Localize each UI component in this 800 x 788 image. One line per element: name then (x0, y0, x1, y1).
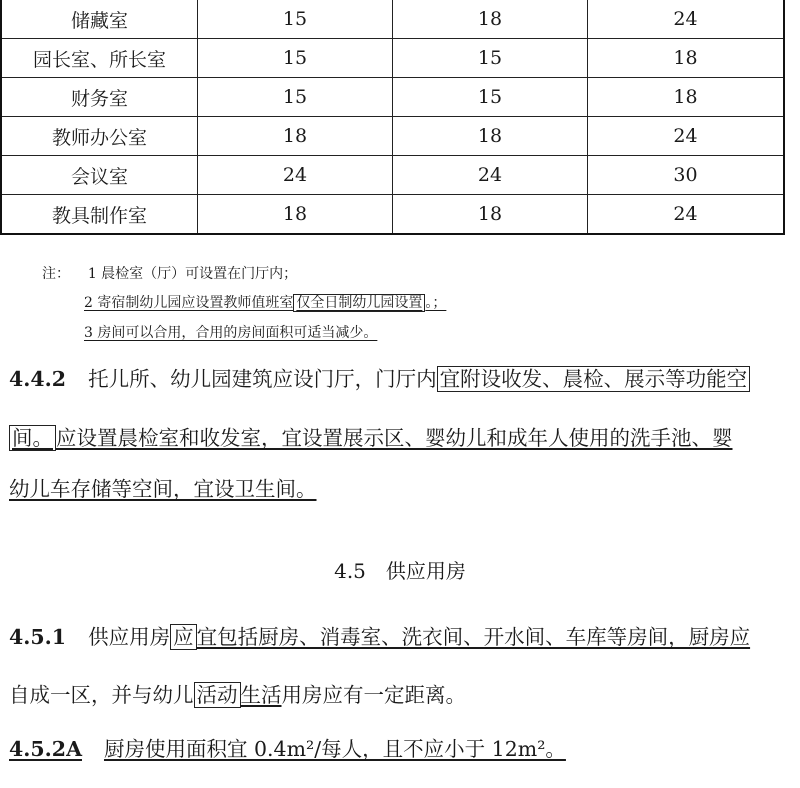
area-value-cell: 18 (588, 78, 785, 117)
clause-text: 用房应有一定距离。 (281, 683, 466, 707)
clause-text: 应设置晨检室和收发室，宜设置展示区、婴幼儿和成年人使用的洗手池、婴 (56, 426, 733, 450)
section-number: 4.5 (334, 559, 366, 583)
clause-4-5-1-line-1 (9, 620, 750, 650)
clause-4-4-2-line-1 (9, 362, 750, 392)
area-value-cell: 15 (393, 39, 588, 78)
note-1 (42, 263, 297, 283)
area-value-cell: 15 (198, 78, 393, 117)
area-value-cell: 15 (198, 0, 393, 39)
room-name-cell: 财务室 (1, 78, 198, 117)
clause-text: 生活 (240, 683, 282, 707)
area-value-cell: 24 (198, 156, 393, 195)
clause-text: 厨房使用面积宜 0.4m²/每人，且不应小于 12m²。 (103, 737, 566, 761)
area-value-cell: 18 (198, 195, 393, 235)
note-2-text-a: 2 寄宿制幼儿园应设置教师值班室 (84, 295, 294, 311)
area-value-cell: 30 (588, 156, 785, 195)
clause-number: 4.4.2 (9, 367, 67, 391)
clause-boxed-text: 宜附设收发、晨检、展示等功能空 (437, 366, 751, 392)
section-title: 供应用房 (385, 559, 466, 583)
clause-text: 宜包括厨房、消毒室、洗衣间、开水间、车库等房间，厨房应 (196, 625, 751, 649)
clause-boxed-text: 间。 (9, 425, 56, 451)
room-name-cell: 储藏室 (1, 0, 198, 39)
room-name-cell: 教师办公室 (1, 117, 198, 156)
note-2 (84, 292, 446, 312)
note-2-text-c: 。； (425, 295, 447, 311)
room-name-cell: 教具制作室 (1, 195, 198, 235)
area-value-cell: 24 (588, 195, 785, 235)
clause-text: 托儿所、幼儿园建筑应设门厅，门厅内 (88, 367, 437, 391)
clause-4-4-2-line-2 (9, 421, 733, 451)
table-row (1, 117, 784, 156)
area-value-cell: 18 (198, 117, 393, 156)
area-value-cell: 18 (393, 117, 588, 156)
area-value-cell: 24 (393, 156, 588, 195)
note-prefix: 注： (42, 266, 70, 282)
note-3-text: 3 房间可以合用，合用的房间面积可适当减少。 (84, 325, 378, 341)
table-row (1, 0, 784, 39)
area-value-cell: 18 (588, 39, 785, 78)
clause-4-4-2-line-3 (9, 472, 317, 502)
area-value-cell: 18 (393, 195, 588, 235)
room-name-cell: 园长室、所长室 (1, 39, 198, 78)
clause-number: 4.5.1 (9, 625, 67, 649)
clause-number: 4.5.2A (9, 737, 82, 761)
area-value-cell: 15 (198, 39, 393, 78)
clause-text: 自成一区，并与幼儿 (9, 683, 194, 707)
clause-4-5-1-line-2 (9, 678, 466, 708)
note-2-boxed-text: 仅全日制幼儿园设置 (293, 294, 425, 312)
room-name-cell: 会议室 (1, 156, 198, 195)
section-heading (0, 555, 800, 584)
clause-text: 幼儿车存储等空间，宜设卫生间。 (9, 477, 317, 501)
clause-boxed-text: 应 (170, 624, 197, 650)
clause-text: 供应用房 (88, 625, 171, 649)
area-value-cell: 24 (588, 117, 785, 156)
table-row (1, 156, 784, 195)
room-area-table (0, 0, 785, 235)
clause-boxed-text: 活动 (194, 682, 241, 708)
table-row (1, 78, 784, 117)
table-row (1, 39, 784, 78)
area-value-cell: 24 (588, 0, 785, 39)
note-1-text: 1 晨检室（厅）可设置在门厅内； (87, 266, 298, 282)
area-value-cell: 15 (393, 78, 588, 117)
area-value-cell: 18 (393, 0, 588, 39)
note-3 (84, 322, 377, 342)
table-row (1, 195, 784, 235)
clause-4-5-2a (9, 732, 566, 762)
